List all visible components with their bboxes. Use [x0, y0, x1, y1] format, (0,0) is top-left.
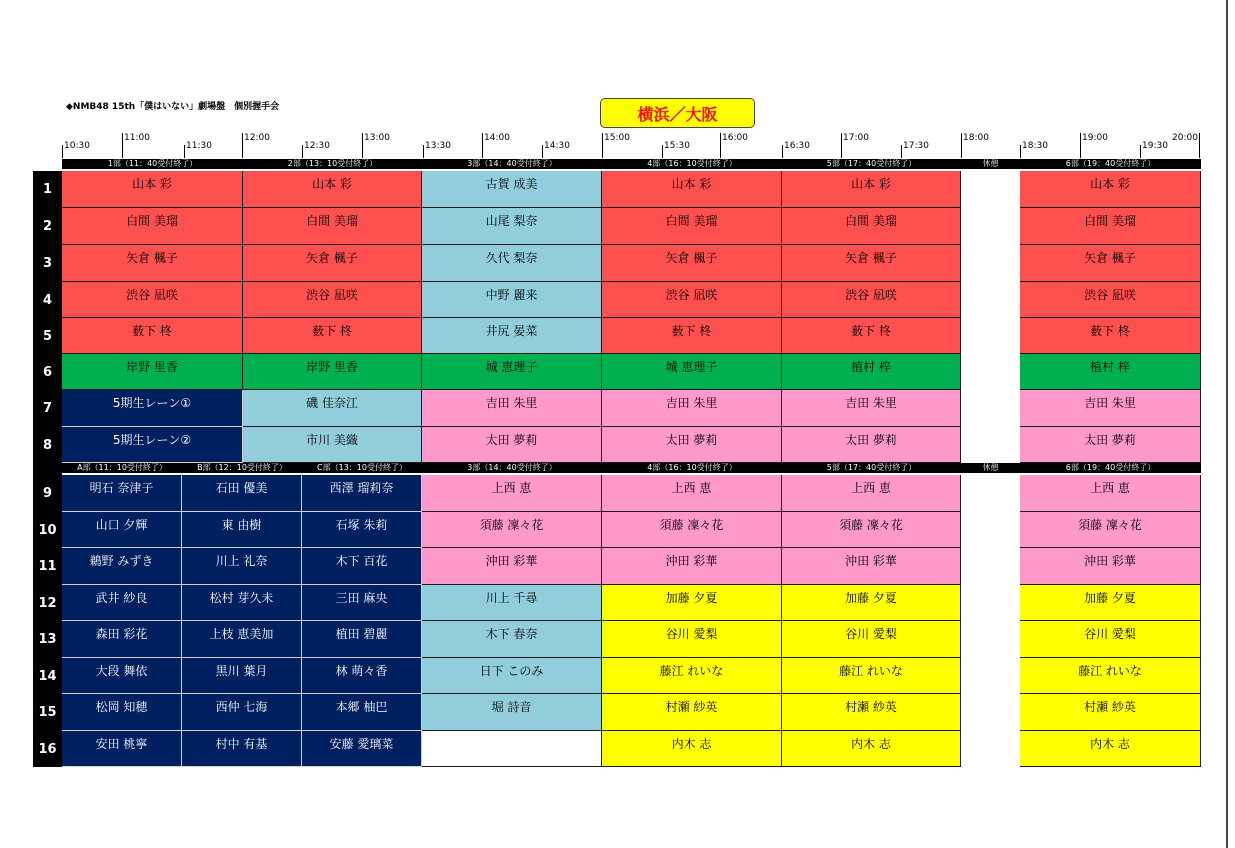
row-number: 15	[38, 705, 57, 720]
row-number: 7	[42, 401, 53, 416]
schedule-cell: 植村 梓	[1020, 354, 1201, 390]
schedule-cell: 井尻 晏菜	[422, 318, 602, 354]
schedule-cell: 磯 佳奈江	[243, 390, 422, 427]
schedule-cell: 内木 志	[782, 731, 961, 767]
schedule-cell: 木下 春奈	[422, 621, 602, 658]
session-header: 6部（19：40受付終了）	[1065, 463, 1156, 472]
row-number: 10	[38, 522, 57, 538]
time-tick	[122, 133, 123, 158]
time-label: 13:00	[364, 133, 390, 143]
time-tick	[1199, 133, 1200, 158]
time-label: 18:00	[963, 133, 989, 143]
schedule-cell: 山尾 梨奈	[422, 208, 602, 245]
schedule-cell: 大段 舞依	[62, 658, 182, 694]
time-tick	[901, 145, 902, 158]
break-column-bottom	[961, 475, 1019, 767]
schedule-cell: 黒川 葉月	[182, 658, 302, 694]
time-label: 12:30	[304, 141, 330, 151]
session-header: C部（13：10受付終了）	[317, 463, 407, 472]
time-label: 15:30	[664, 141, 690, 151]
session-header: 1部（11：40受付終了）	[107, 159, 198, 168]
schedule-cell: 山本 彩	[62, 171, 243, 208]
schedule-cell: 内木 志	[1020, 731, 1201, 767]
schedule-cell: 太田 夢莉	[782, 427, 961, 463]
time-label: 16:30	[784, 141, 810, 151]
time-label: 17:30	[903, 141, 929, 151]
schedule-cell: 渋谷 凪咲	[602, 282, 782, 318]
schedule-cell: 吉田 朱里	[782, 390, 961, 427]
session-header: B部（12：10受付終了）	[197, 463, 287, 472]
time-label: 20:00	[1172, 133, 1198, 143]
row-number: 5	[42, 328, 53, 344]
time-tick	[302, 145, 303, 158]
schedule-cell: 矢倉 楓子	[243, 245, 422, 282]
schedule-cell: 内木 志	[602, 731, 782, 767]
schedule-cell: 谷川 愛梨	[1020, 621, 1201, 658]
schedule-cell: 森田 彩花	[62, 621, 182, 658]
time-tick	[423, 145, 424, 158]
schedule-cell: 5期生レーン②	[62, 427, 243, 463]
time-label: 11:00	[124, 133, 150, 143]
schedule-cell: 古賀 成美	[422, 171, 602, 208]
time-label: 18:30	[1022, 141, 1048, 151]
venue-badge: 横浜／大阪	[600, 98, 755, 128]
schedule-cell: 吉田 朱里	[602, 390, 782, 427]
schedule-cell: 太田 夢莉	[422, 427, 602, 463]
time-tick	[1080, 133, 1081, 158]
schedule-cell: 上西 恵	[602, 475, 782, 512]
time-tick	[720, 133, 721, 158]
schedule-cell: 須藤 凜々花	[422, 512, 602, 548]
time-label: 14:00	[484, 133, 510, 143]
schedule-cell: 市川 美織	[243, 427, 422, 463]
time-tick	[1020, 145, 1021, 158]
schedule-cell: 植村 梓	[782, 354, 961, 390]
schedule-cell: 藤江 れいな	[1020, 658, 1201, 694]
row-number: 3	[42, 256, 53, 271]
time-tick	[662, 145, 663, 158]
session-header: 6部（19：40受付終了）	[1065, 159, 1156, 168]
schedule-cell: 藤江 れいな	[602, 658, 782, 694]
page-edge	[1226, 0, 1228, 848]
schedule-cell: 薮下 柊	[782, 318, 961, 354]
schedule-cell: 川上 千尋	[422, 585, 602, 621]
schedule-cell: 久代 梨奈	[422, 245, 602, 282]
session-header: 休憩	[982, 463, 999, 472]
time-label: 16:00	[722, 133, 748, 143]
time-tick	[782, 145, 783, 158]
schedule-cell: 薮下 柊	[1020, 318, 1201, 354]
schedule-cell: 岸野 里香	[243, 354, 422, 390]
time-label: 19:30	[1142, 141, 1168, 151]
schedule-cell: 村瀬 紗英	[782, 694, 961, 731]
schedule-cell: 上西 恵	[1020, 475, 1201, 512]
time-label: 11:30	[186, 141, 212, 151]
schedule-cell: 薮下 柊	[243, 318, 422, 354]
schedule-cell: 渋谷 凪咲	[243, 282, 422, 318]
session-header: 3部（14：40受付終了）	[467, 159, 557, 168]
schedule-cell: 矢倉 楓子	[62, 245, 243, 282]
schedule-cell: 沖田 彩華	[602, 548, 782, 585]
schedule-cell: 明石 奈津子	[62, 475, 182, 512]
schedule-cell: 山本 彩	[782, 171, 961, 208]
schedule-cell: 渋谷 凪咲	[1020, 282, 1201, 318]
document-title: ◆NMB48 15th「僕はいない」劇場盤 個別握手会	[66, 102, 280, 112]
time-label: 14:30	[544, 141, 570, 151]
schedule-cell: 松岡 知穂	[62, 694, 182, 731]
schedule-cell: 沖田 彩華	[1020, 548, 1201, 585]
time-tick	[242, 133, 243, 158]
schedule-cell: 矢倉 楓子	[782, 245, 961, 282]
schedule-cell: 渋谷 凪咲	[62, 282, 243, 318]
schedule-cell: 太田 夢莉	[602, 427, 782, 463]
row-number: 13	[38, 632, 57, 647]
schedule-cell: 吉田 朱里	[422, 390, 602, 427]
schedule-cell: 白間 美瑠	[1020, 208, 1201, 245]
session-header: 4部（16：10受付終了）	[647, 463, 737, 472]
schedule-cell: 薮下 柊	[62, 318, 243, 354]
time-tick	[1140, 145, 1141, 158]
schedule-cell: 城 恵理子	[602, 354, 782, 390]
time-label: 10:30	[64, 141, 90, 151]
schedule-cell: 山口 夕輝	[62, 512, 182, 548]
schedule-cell: 藤江 れいな	[782, 658, 961, 694]
schedule-cell: 西仲 七海	[182, 694, 302, 731]
schedule-cell: 川上 礼奈	[182, 548, 302, 585]
schedule-cell: 加藤 夕夏	[1020, 585, 1201, 621]
schedule-cell: 沖田 彩華	[782, 548, 961, 585]
schedule-cell: 村瀬 紗英	[1020, 694, 1201, 731]
schedule-cell: 加藤 夕夏	[782, 585, 961, 621]
schedule-cell: 山本 彩	[1020, 171, 1201, 208]
time-label: 15:00	[604, 133, 630, 143]
schedule-cell: 岸野 里香	[62, 354, 243, 390]
schedule-cell: 白間 美瑠	[243, 208, 422, 245]
schedule-cell: 白間 美瑠	[782, 208, 961, 245]
row-number: 11	[38, 559, 57, 574]
time-tick	[602, 133, 603, 158]
schedule-cell: 太田 夢莉	[1020, 427, 1201, 463]
schedule-cell: 村中 有基	[182, 731, 302, 767]
row-number: 14	[38, 668, 57, 684]
schedule-cell: 5期生レーン①	[62, 390, 243, 427]
schedule-cell: 加藤 夕夏	[602, 585, 782, 621]
schedule-cell: 白間 美瑠	[62, 208, 243, 245]
schedule-cell: 安藤 愛璃菜	[302, 731, 422, 767]
schedule-cell: 武井 紗良	[62, 585, 182, 621]
schedule-cell: 谷川 愛梨	[602, 621, 782, 658]
schedule-cell: 白間 美瑠	[602, 208, 782, 245]
schedule-cell: 中野 麗来	[422, 282, 602, 318]
session-header: 3部（14：40受付終了）	[467, 463, 557, 472]
time-tick	[184, 145, 185, 158]
time-tick	[542, 145, 543, 158]
time-tick	[362, 133, 363, 158]
time-tick	[62, 145, 63, 158]
row-number: 9	[42, 486, 53, 501]
row-number: 12	[38, 595, 57, 611]
time-tick	[482, 133, 483, 158]
schedule-cell: 村瀬 紗英	[602, 694, 782, 731]
row-number: 16	[38, 741, 57, 757]
session-header: 2部（13：10受付終了）	[287, 159, 378, 168]
schedule-cell: 石塚 朱莉	[302, 512, 422, 548]
time-label: 17:00	[843, 133, 869, 143]
schedule-cell: 沖田 彩華	[422, 548, 602, 585]
schedule-cell: 上西 恵	[422, 475, 602, 512]
session-header: 休憩	[982, 159, 999, 168]
schedule-cell	[422, 731, 602, 767]
schedule-cell: 石田 優美	[182, 475, 302, 512]
schedule-cell: 林 萌々香	[302, 658, 422, 694]
schedule-cell: 吉田 朱里	[1020, 390, 1201, 427]
schedule-cell: 安田 桃寧	[62, 731, 182, 767]
schedule-cell: 西澤 瑠莉奈	[302, 475, 422, 512]
time-tick	[961, 133, 962, 158]
schedule-cell: 矢倉 楓子	[1020, 245, 1201, 282]
schedule-cell: 三田 麻央	[302, 585, 422, 621]
session-header: 5部（17：40受付終了）	[826, 463, 917, 472]
time-label: 13:30	[425, 141, 451, 151]
row-number: 2	[42, 219, 53, 234]
schedule-cell: 上枝 恵美加	[182, 621, 302, 658]
time-tick	[841, 133, 842, 158]
schedule-cell: 谷川 愛梨	[782, 621, 961, 658]
row-number: 8	[42, 437, 53, 453]
schedule-cell: 日下 このみ	[422, 658, 602, 694]
row-number: 4	[42, 292, 53, 308]
schedule-cell: 松村 芽久未	[182, 585, 302, 621]
session-header: 5部（17：40受付終了）	[826, 159, 917, 168]
schedule-cell: 山本 彩	[602, 171, 782, 208]
row-number: 1	[42, 182, 53, 197]
schedule-cell: 木下 百花	[302, 548, 422, 585]
schedule-cell: 本郷 柚巴	[302, 694, 422, 731]
session-header: A部（11：10受付終了）	[77, 463, 167, 472]
schedule-cell: 矢倉 楓子	[602, 245, 782, 282]
time-label: 19:00	[1082, 133, 1108, 143]
schedule-cell: 山本 彩	[243, 171, 422, 208]
break-column-top	[961, 171, 1019, 463]
schedule-cell: 須藤 凜々花	[602, 512, 782, 548]
schedule-cell: 渋谷 凪咲	[782, 282, 961, 318]
schedule-cell: 植田 碧麗	[302, 621, 422, 658]
schedule-cell: 鵜野 みずき	[62, 548, 182, 585]
schedule-cell: 須藤 凜々花	[782, 512, 961, 548]
time-label: 12:00	[244, 133, 270, 143]
schedule-cell: 須藤 凜々花	[1020, 512, 1201, 548]
session-header: 4部（16：10受付終了）	[647, 159, 737, 168]
schedule-cell: 上西 恵	[782, 475, 961, 512]
schedule-cell: 堀 詩音	[422, 694, 602, 731]
row-number: 6	[42, 364, 53, 380]
schedule-cell: 薮下 柊	[602, 318, 782, 354]
schedule-cell: 城 恵理子	[422, 354, 602, 390]
schedule-cell: 東 由樹	[182, 512, 302, 548]
